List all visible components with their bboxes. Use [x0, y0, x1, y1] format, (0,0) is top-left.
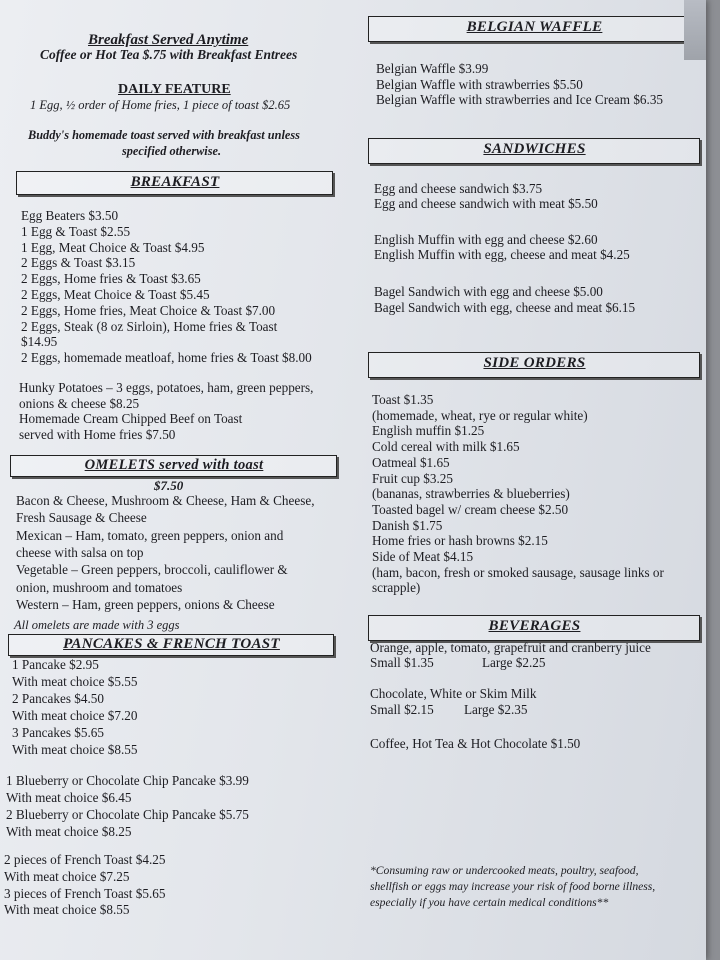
sides-heading: SIDE ORDERS	[483, 355, 586, 371]
chipped-beef-line2: served with Home fries $7.50	[19, 427, 176, 442]
omelets-heading: OMELETS served with toast	[84, 457, 264, 473]
pancake-item: 2 Pancakes $4.50	[12, 691, 104, 706]
side-order-item: Danish $1.75	[372, 517, 443, 533]
right-column	[360, 0, 706, 960]
waffle-item: Belgian Waffle with strawberries $5.50	[376, 76, 583, 92]
french-toast-item: 2 pieces of French Toast $4.25	[4, 852, 166, 867]
breakfast-item: 2 Eggs, Steak (8 oz Sirloin), Home fries & Toast	[21, 318, 278, 334]
chipped-beef-line1: Homemade Cream Chipped Beef on Toast	[19, 411, 243, 426]
breakfast-item: Egg Beaters $3.50	[21, 208, 119, 223]
toast-note-line1: Buddy's homemade toast served with breakfast unless	[28, 128, 300, 142]
side-order-item: English muffin $1.25	[372, 423, 485, 439]
hunky-potatoes-line1: Hunky Potatoes – 3 eggs, potatoes, ham, green peppers,	[19, 380, 314, 395]
sandwich-item: Bagel Sandwich with egg, cheese and meat $6.15	[374, 300, 636, 315]
sandwich-item: Egg and cheese sandwich $3.75	[374, 181, 543, 196]
coffee-note: Coffee or Hot Tea $.75 with Breakfast Entrees	[40, 47, 298, 62]
pancake-item: With meat choice $5.55	[12, 674, 138, 689]
omelets-price: $7.50	[154, 478, 184, 493]
daily-feature-text: 1 Egg, ½ order of Home fries, 1 piece of toast $2.65	[30, 98, 291, 112]
side-order-item: Home fries or hash browns $2.15	[372, 533, 548, 549]
milk-small: Small $2.15	[370, 702, 434, 717]
disclaimer-line: shellfish or eggs may increase your risk of food borne illness,	[370, 880, 656, 893]
pancake-item: 3 Pancakes $5.65	[12, 725, 104, 740]
omelet-line: Fresh Sausage & Cheese	[16, 510, 147, 526]
pancake-item: With meat choice $8.25	[6, 824, 132, 839]
pancake-item: With meat choice $6.45	[6, 790, 132, 805]
side-order-item: Side of Meat $4.15	[372, 549, 474, 564]
sandwich-item: Bagel Sandwich with egg and cheese $5.00	[374, 284, 603, 299]
breakfast-anytime-title: Breakfast Served Anytime	[88, 32, 249, 48]
side-order-item: scrapple)	[372, 580, 421, 596]
sandwich-item: English Muffin with egg, cheese and meat $4.25	[374, 247, 630, 262]
breakfast-item: 2 Eggs, Home fries & Toast $3.65	[21, 271, 201, 287]
pancake-item: 2 Blueberry or Chocolate Chip Pancake $5.75	[6, 807, 249, 822]
breakfast-item: 2 Eggs, homemade meatloaf, home fries & Toast $8.00	[21, 350, 312, 366]
hot-drinks-line: Coffee, Hot Tea & Hot Chocolate $1.50	[370, 736, 581, 751]
waffle-item: Belgian Waffle $3.99	[376, 61, 489, 76]
french-toast-item: With meat choice $7.25	[4, 868, 130, 884]
french-toast-item: 3 pieces of French Toast $5.65	[4, 885, 166, 901]
breakfast-item: 2 Eggs, Home fries, Meat Choice & Toast $7.00	[21, 302, 276, 318]
side-order-item: Toast $1.35	[372, 392, 434, 407]
omelet-line: Mexican – Ham, tomato, green peppers, onion and	[16, 527, 284, 543]
pancake-item: With meat choice $8.55	[12, 742, 138, 757]
juice-small: Small $1.35	[370, 655, 434, 670]
pancake-item: 1 Blueberry or Chocolate Chip Pancake $3.99	[6, 773, 249, 788]
pancake-item: 1 Pancake $2.95	[12, 657, 99, 672]
page-edge	[684, 0, 706, 60]
side-order-item: (homemade, wheat, rye or regular white)	[372, 407, 588, 423]
omelet-line: onion, mushroom and tomatoes	[16, 579, 183, 595]
breakfast-item: 2 Eggs, Meat Choice & Toast $5.45	[21, 287, 210, 302]
breakfast-item: $14.95	[21, 334, 58, 350]
milk-large: Large $2.35	[464, 702, 528, 717]
omelet-line: Western – Ham, green peppers, onions & Cheese	[16, 596, 275, 612]
omelet-line: Bacon & Cheese, Mushroom & Cheese, Ham & Cheese,	[16, 493, 315, 508]
omelet-line: Vegetable – Green peppers, broccoli, cauliflower &	[16, 562, 288, 578]
side-order-item: Toasted bagel w/ cream cheese $2.50	[372, 501, 569, 517]
toast-note-line2: specified otherwise.	[122, 144, 222, 158]
omelets-note: All omelets are made with 3 eggs	[14, 618, 180, 632]
sandwich-item: Egg and cheese sandwich with meat $5.50	[374, 196, 598, 211]
omelet-line: cheese with salsa on top	[16, 544, 144, 560]
breakfast-heading: BREAKFAST	[130, 174, 220, 190]
side-order-item: Oatmeal $1.65	[372, 454, 450, 470]
juice-line: Orange, apple, tomato, grapefruit and cranberry juice	[370, 640, 651, 655]
beverages-heading: BEVERAGES	[488, 618, 581, 634]
pancakes-heading: PANCAKES & FRENCH TOAST	[63, 636, 280, 652]
waffle-heading: BELGIAN WAFFLE	[466, 19, 603, 35]
daily-feature-title: DAILY FEATURE	[118, 82, 231, 97]
french-toast-item: With meat choice $8.55	[4, 902, 130, 918]
breakfast-item: 2 Eggs & Toast $3.15	[21, 255, 136, 271]
side-order-item: Cold cereal with milk $1.65	[372, 439, 520, 455]
sandwiches-heading: SANDWICHES	[483, 141, 586, 157]
breakfast-item: 1 Egg & Toast $2.55	[21, 223, 131, 239]
pancake-item: With meat choice $7.20	[12, 708, 138, 723]
juice-large: Large $2.25	[482, 655, 546, 670]
side-order-item: (ham, bacon, fresh or smoked sausage, sausage links or	[372, 564, 664, 580]
waffle-item: Belgian Waffle with strawberries and Ice Cream $6.35	[376, 92, 664, 107]
disclaimer-line: *Consuming raw or undercooked meats, poultry, seafood,	[370, 864, 639, 877]
side-order-item: (bananas, strawberries & blueberries)	[372, 486, 570, 502]
breakfast-item: 1 Egg, Meat Choice & Toast $4.95	[21, 239, 205, 255]
milk-line: Chocolate, White or Skim Milk	[370, 686, 537, 701]
disclaimer-line: especially if you have certain medical conditions**	[370, 896, 609, 909]
hunky-potatoes-line2: onions & cheese $8.25	[19, 396, 140, 411]
side-order-item: Fruit cup $3.25	[372, 470, 453, 486]
sandwich-item: English Muffin with egg and cheese $2.60	[374, 232, 598, 247]
